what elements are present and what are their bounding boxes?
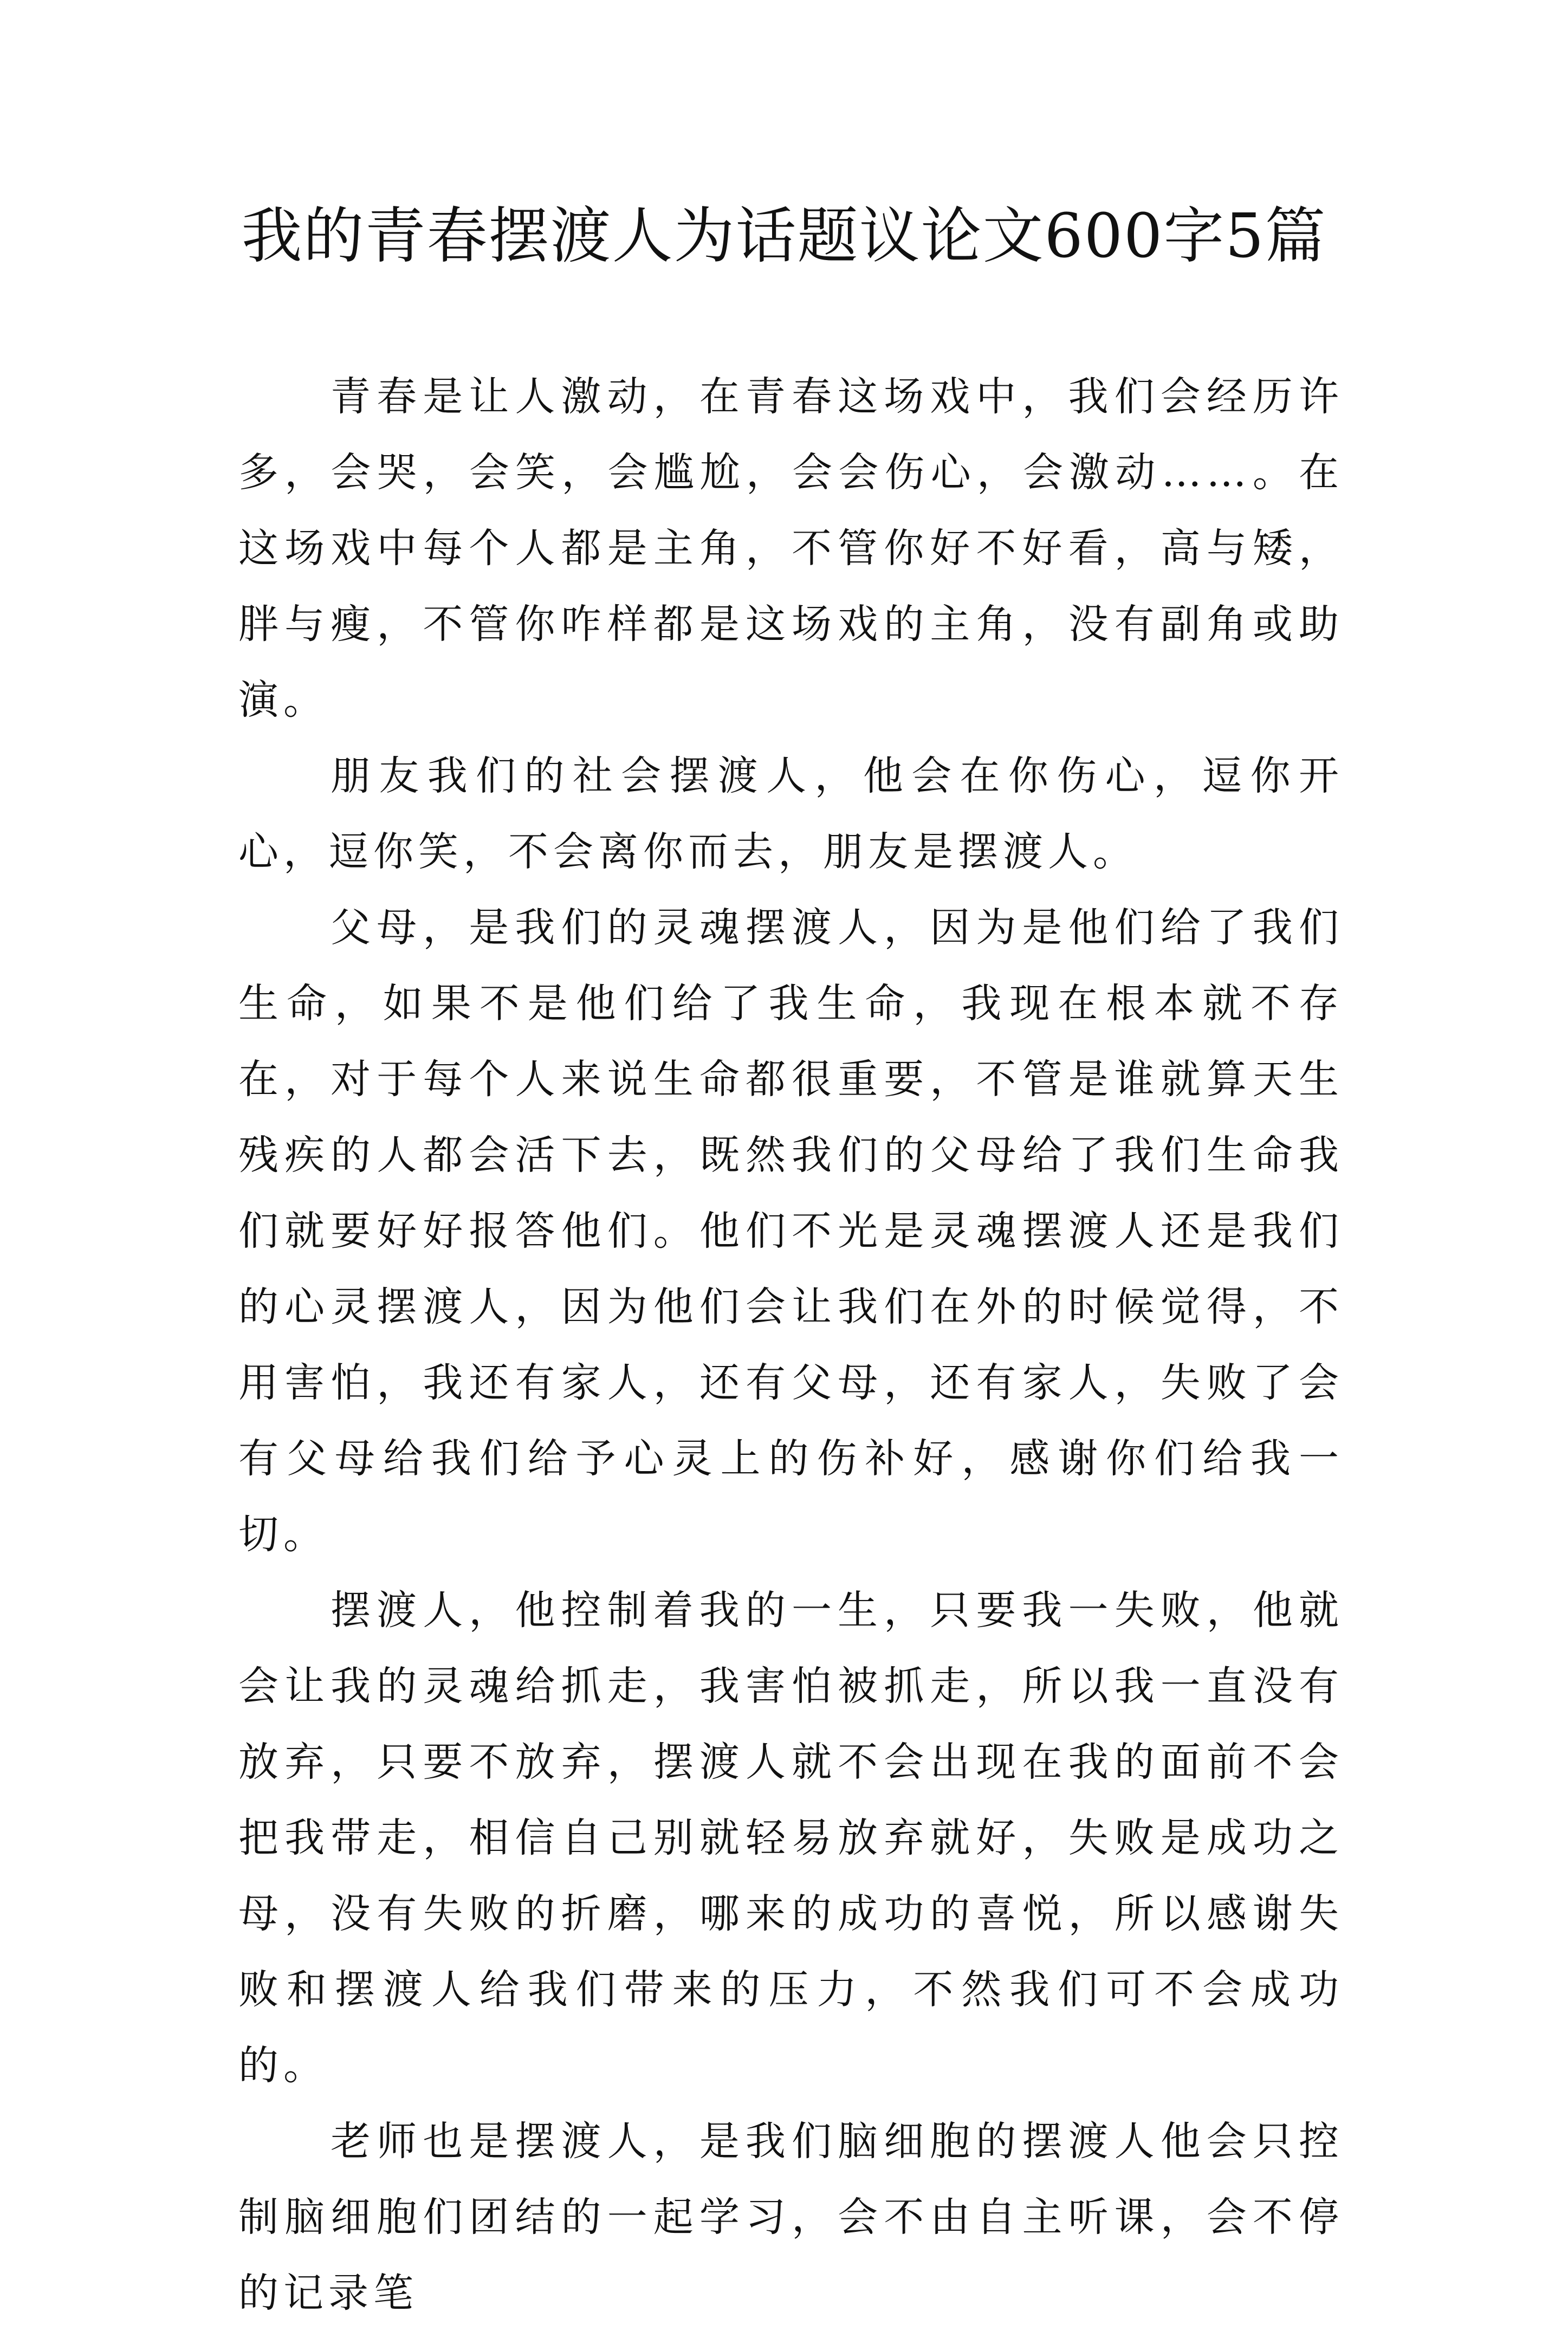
document-body <box>238 359 1344 2331</box>
paragraph-3: 父母，是我们的灵魂摆渡人，因为是他们给了我们生命，如果不是他们给了我生命，我现在根本就不存在，对于每个人来说生命都很重要，不管是谁就算天生残疾的人都会活下去，既然我们的父母给了我们生命我们就要好好报答他们。他们不光是灵魂摆渡人还是我们的心灵摆渡人，因为他们会让我们在外的时候觉得，不用害怕，我还有家人，还有父母，还有家人，失败了会有父母给我们给予心灵上的伤补好，感谢你们给我一切。 <box>238 904 1344 1558</box>
paragraph-1: 青春是让人激动，在青春这场戏中，我们会经历许多，会哭，会笑，会尴尬，会会伤心，会激动……。在这场戏中每个人都是主角，不管你好不好看，高与矮，胖与瘦，不管你咋样都是这场戏的主角，没有副角或助演。 <box>238 373 1344 723</box>
paragraph-4: 摆渡人，他控制着我的一生，只要我一失败，他就会让我的灵魂给抓走，我害怕被抓走，所以我一直没有放弃，只要不放弃，摆渡人就不会出现在我的面前不会把我带走，相信自己别就轻易放弃就好，失败是成功之母，没有失败的折磨，哪来的成功的喜悦，所以感谢失败和摆渡人给我们带来的压力，不然我们可不会成功的。 <box>238 1587 1344 2089</box>
paragraph-2: 朋友我们的社会摆渡人，他会在你伤心，逗你开心，逗你笑，不会离你而去，朋友是摆渡人。 <box>238 753 1344 875</box>
paragraph-5: 老师也是摆渡人，是我们脑细胞的摆渡人他会只控制脑细胞们团结的一起学习，会不由自主听课，会不停的记录笔 <box>238 2118 1344 2316</box>
document-title: 我的青春摆渡人为话题议论文600字5篇 <box>241 201 1327 271</box>
